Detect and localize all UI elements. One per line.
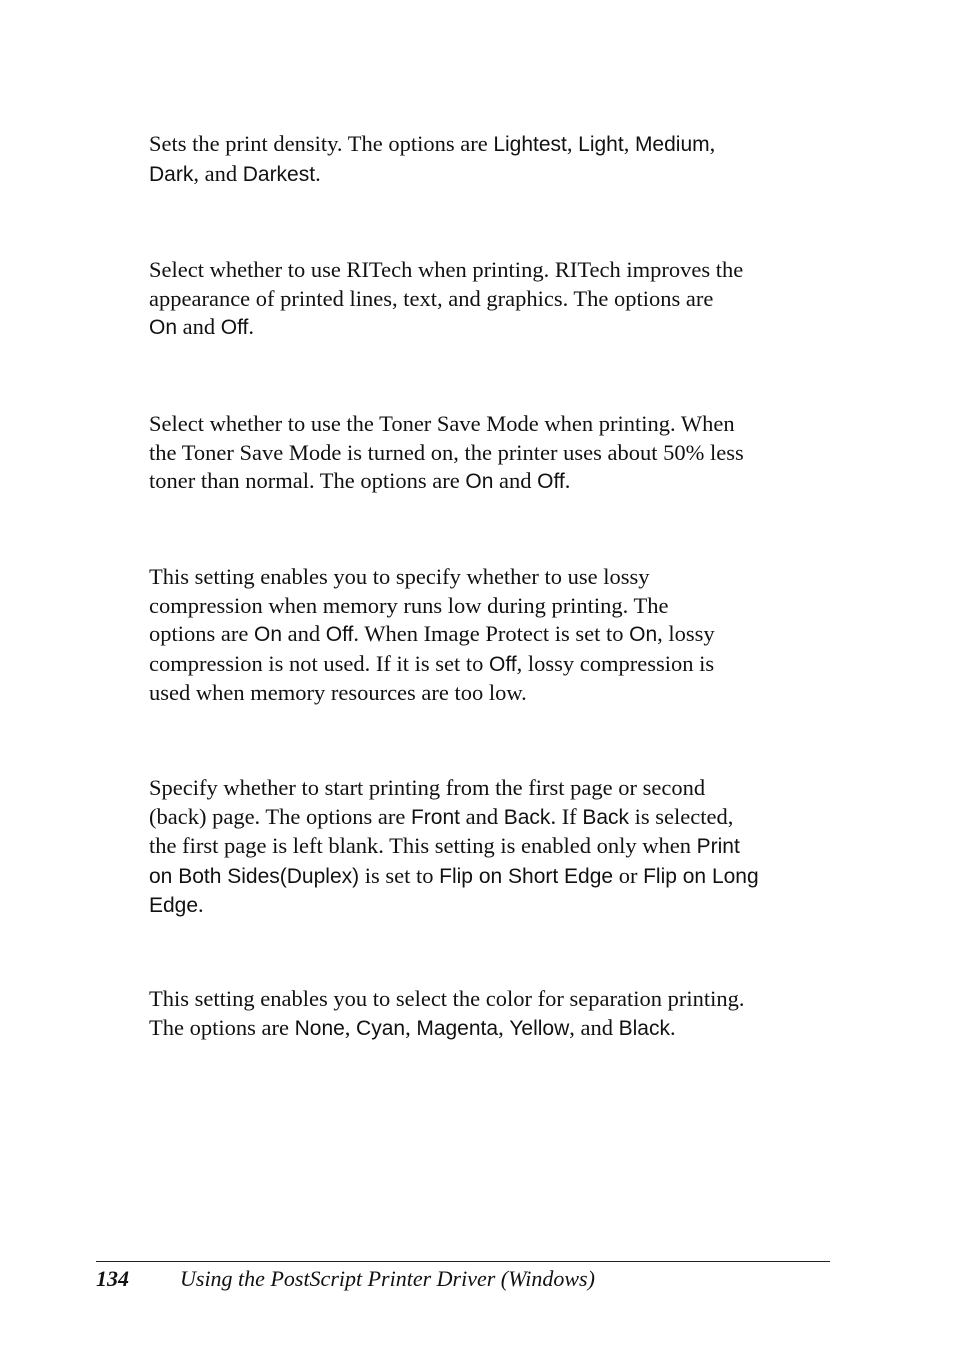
text-run: is set to xyxy=(359,862,440,888)
text-run: used when memory resources are too low. xyxy=(149,680,527,705)
text-run: and xyxy=(460,803,504,829)
option-term: On xyxy=(465,470,494,493)
option-term: Black xyxy=(618,1016,670,1040)
text-run: , lossy xyxy=(657,621,715,646)
option-term: Light xyxy=(578,133,624,156)
option-term: on Both Sides(Duplex) xyxy=(149,864,360,888)
text-run: and xyxy=(493,468,538,493)
text-run: compression is not used. If it is set to xyxy=(149,650,489,676)
text-run: appearance of printed lines, text, and graphics. The options are xyxy=(149,285,714,311)
text-run: , xyxy=(709,131,716,156)
option-term: None xyxy=(294,1016,345,1040)
text-run: . If xyxy=(550,803,583,829)
text-run: , lossy compression is xyxy=(516,650,715,676)
option-term: Back xyxy=(582,805,629,829)
option-term: Yellow xyxy=(509,1016,570,1040)
text-run: toner than normal. The options are xyxy=(149,468,466,493)
text-run: options are xyxy=(149,621,254,646)
option-term: On xyxy=(149,316,178,339)
print-density-description xyxy=(149,130,829,189)
text-run: Select whether to use RITech when printing. RITech improves the xyxy=(149,257,744,282)
ritech-description xyxy=(149,256,829,343)
text-run: or xyxy=(613,862,644,888)
page-number: 134 xyxy=(96,1266,129,1291)
text-run: . When Image Protect is set to xyxy=(353,621,630,646)
text-run: , xyxy=(498,1014,510,1040)
text-run: The options are xyxy=(149,1014,295,1040)
text-run: , xyxy=(623,131,635,156)
option-term: Off xyxy=(537,470,565,493)
text-run: This setting enables you to select the color for separation printing. xyxy=(149,986,745,1011)
option-term: Magenta xyxy=(416,1016,499,1040)
text-run: the Toner Save Mode is turned on, the printer uses about 50% less xyxy=(149,439,744,465)
text-run: , xyxy=(566,131,579,156)
option-term: Off xyxy=(325,623,354,646)
text-run: compression when memory runs low during printing. The xyxy=(149,592,669,618)
footer-rule xyxy=(96,1261,830,1262)
text-run: the first page is left blank. This setting is enabled only when xyxy=(149,833,697,858)
option-term: Edge xyxy=(149,894,199,917)
toner-save-description xyxy=(149,410,829,497)
option-term: Front xyxy=(410,805,460,829)
text-run: is selected, xyxy=(629,803,734,829)
text-run: , and xyxy=(193,160,243,186)
text-run: , xyxy=(405,1014,417,1040)
text-run: , xyxy=(344,1014,357,1040)
text-run: . xyxy=(564,468,571,493)
option-term: On xyxy=(253,623,282,646)
text-run: . xyxy=(315,160,321,186)
option-term: Darkest xyxy=(242,162,316,186)
image-protect-description xyxy=(149,563,829,708)
running-title: Using the PostScript Printer Driver (Windows) xyxy=(180,1266,595,1291)
text-run: and xyxy=(282,621,326,646)
text-run: . xyxy=(198,892,204,917)
separation-description xyxy=(149,985,829,1043)
option-term: Flip on Long xyxy=(643,864,759,888)
option-term: Off xyxy=(220,316,249,339)
option-term: Flip on Short Edge xyxy=(439,864,614,888)
text-run: , and xyxy=(569,1014,619,1040)
start-page-description xyxy=(149,774,829,921)
text-run: . xyxy=(248,314,255,339)
text-run: Specify whether to start printing from the first page or second xyxy=(149,775,706,800)
option-term: Back xyxy=(503,805,551,829)
option-term: On xyxy=(629,623,658,646)
text-run: and xyxy=(177,314,221,339)
option-term: Lightest xyxy=(493,133,567,156)
option-term: Cyan xyxy=(356,1016,406,1040)
option-term: Medium xyxy=(634,133,710,156)
option-term: Dark xyxy=(149,162,194,186)
option-term: Print xyxy=(696,835,740,858)
text-run: This setting enables you to specify whether to use lossy xyxy=(149,564,650,589)
text-run: Sets the print density. The options are xyxy=(149,131,494,156)
text-run: (back) page. The options are xyxy=(149,803,411,829)
text-run: Select whether to use the Toner Save Mode when printing. When xyxy=(149,411,735,436)
option-term: Off xyxy=(488,652,517,676)
text-run: . xyxy=(669,1014,676,1040)
